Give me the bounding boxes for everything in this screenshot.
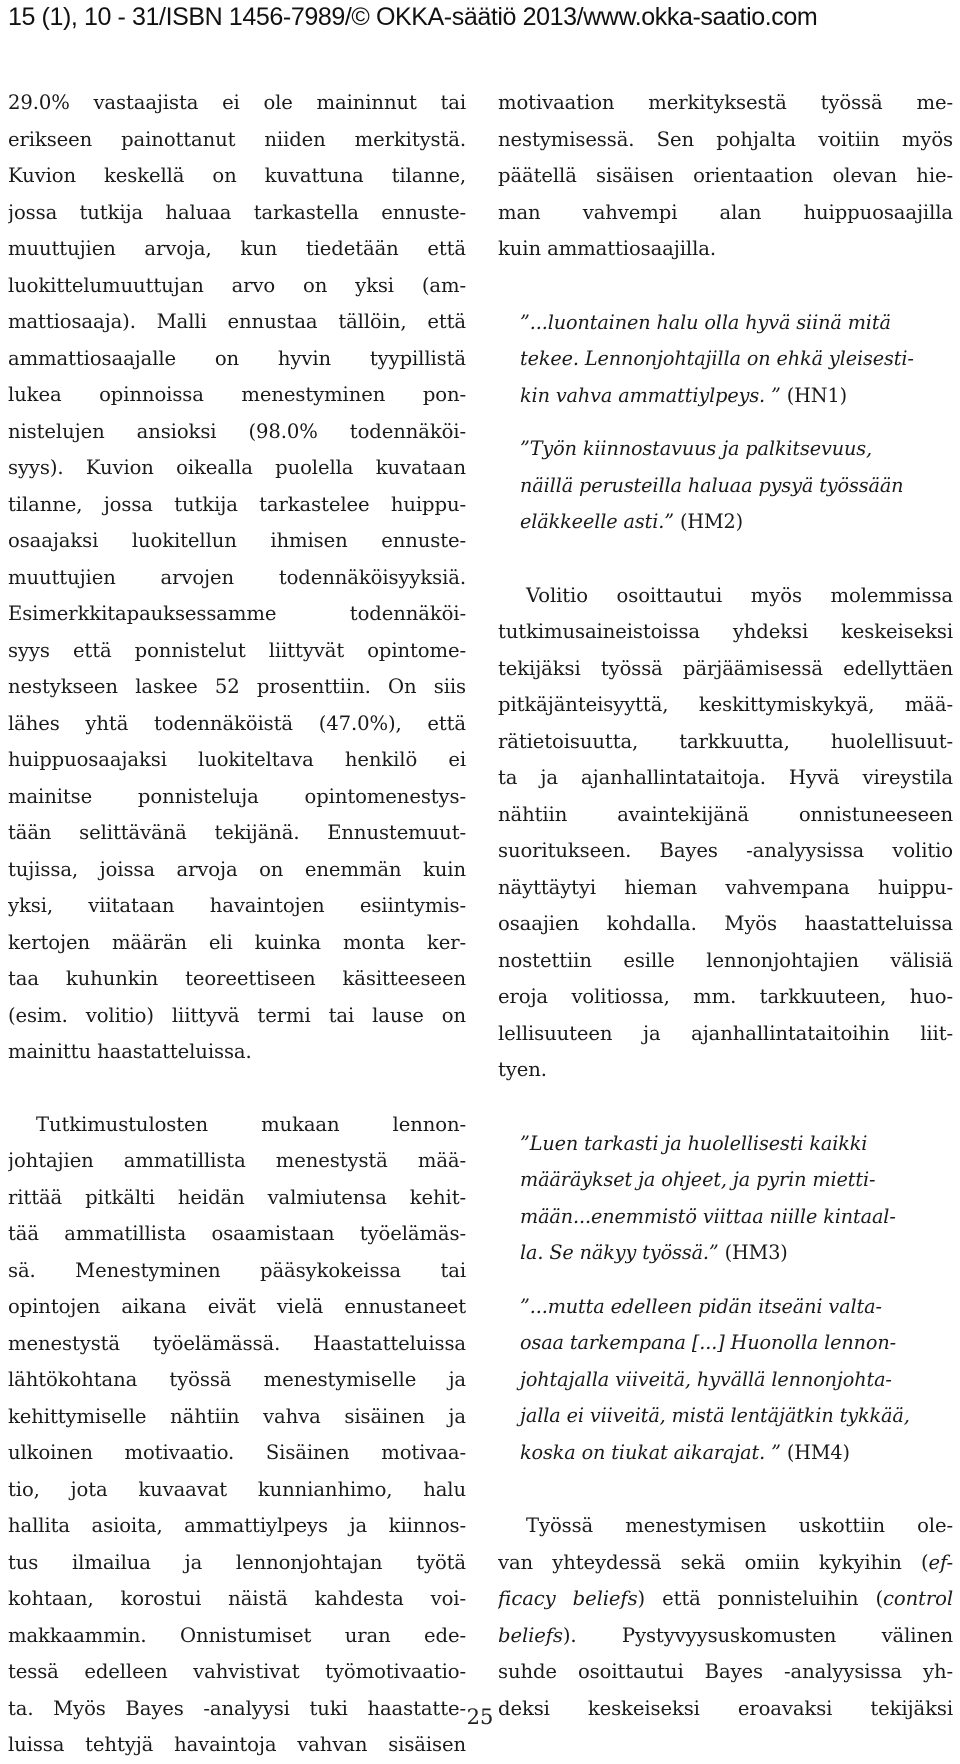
body-paragraph: [498, 578, 953, 1089]
text-line: ta ja ajanhallintataitoja. Hyvä vireystila: [498, 766, 953, 789]
body-paragraph: [498, 85, 953, 268]
text-line: nistelujen ansioksi (98.0% todennäköi-: [8, 419, 466, 443]
text-line: deksi keskeiseksi eroavaksi tekijäksi: [498, 1696, 953, 1720]
text-line: mainittu haastatteluissa.: [8, 1040, 252, 1063]
quote-line: osaa tarkempana [...] Huonolla lennon-: [520, 1331, 897, 1354]
quote-line: näillä perusteilla haluaa pysyä työssään: [520, 473, 904, 497]
text-line: mattiosaaja). Malli ennustaa tällöin, että: [8, 310, 466, 333]
paragraph-gap: [498, 414, 953, 431]
text-line: tään selittävänä tekijänä. Ennustemuut-: [8, 821, 466, 844]
text-line: muuttujien arvojen todennäköisyyksiä.: [8, 565, 466, 589]
text-line: man vahvempi alan huippuosaajilla: [498, 200, 953, 224]
text-line: Kuvion keskellä on kuvattuna tilanne,: [8, 164, 466, 187]
interview-quote-hn1: [498, 305, 953, 415]
text-line: tyen.: [498, 1058, 547, 1081]
body-paragraph: [8, 85, 466, 1071]
text-line: makkaammin. Onnistumiset uran ede-: [8, 1623, 466, 1647]
text-line: sä. Menestyminen pääsykokeissa tai: [8, 1258, 466, 1282]
text-line: tää ammatillista osaamistaan työelämäs-: [8, 1222, 466, 1245]
text-line: lähtökohtana työssä menestymiselle ja: [8, 1368, 466, 1391]
page-number: 25: [466, 1705, 494, 1729]
text-line: ta. Myös Bayes -analyysi tuki haastatte-: [8, 1696, 466, 1720]
text-line: nostettiin esille lennonjohtajien välisiä: [498, 948, 953, 972]
text-line: nähtiin avaintekijänä onnistuneeseen: [498, 802, 953, 826]
text-line: ammattiosaajalle on hyvin tyypillistä: [8, 346, 466, 370]
text-line: osaajaksi luokitellun ihmisen ennuste-: [8, 529, 466, 552]
text-line: Volitio osoittautui myös molemmissa: [526, 583, 953, 607]
text-line: tutkimusaineistoissa yhdeksi keskeiseksi: [498, 620, 953, 643]
interviewee-code: (HM3): [718, 1241, 788, 1264]
text-line: luokittelumuuttujan arvo on yksi (am-: [8, 273, 466, 297]
text-line: ulkoinen motivaatio. Sisäinen motivaa-: [8, 1441, 466, 1464]
quote-line: ”...mutta edelleen pidän itseäni valta-: [520, 1294, 882, 1318]
quote-text: koska on tiukat aikarajat. ”: [520, 1440, 781, 1464]
text-line: mainitse ponnisteluja opintomenestys-: [8, 784, 466, 808]
text-line: luissa tehtyjä havaintoja vahvan sisäisen: [8, 1733, 466, 1756]
text-line: rätietoisuutta, tarkkuutta, huolellisuut-: [498, 729, 953, 753]
quote-line: [498, 378, 953, 415]
interview-quote-hm2: [498, 431, 953, 541]
paragraph-gap: [498, 1089, 953, 1126]
text-line: nestymisessä. Sen pohjalta voitiin myös: [498, 127, 953, 151]
italic-term: ficacy beliefs: [498, 1587, 638, 1610]
text-run: ). Pystyvyysuskomusten välinen: [562, 1623, 953, 1647]
text-line: kertojen määrän eli kuinka monta ker-: [8, 930, 466, 954]
text-line: [498, 1545, 953, 1582]
text-line: 29.0% vastaajista ei ole maininnut tai: [8, 91, 466, 114]
interviewee-code: (HM2): [673, 510, 744, 533]
text-run: van yhteydessä sekä omiin kykyihin (: [498, 1550, 929, 1574]
text-line: lukea opinnoissa menestyminen pon-: [8, 383, 466, 406]
interview-quote-hm3: [498, 1126, 953, 1272]
quote-line: [498, 1435, 953, 1472]
quote-line: johtajalla viiveitä, hyvällä lennonjohta-: [520, 1367, 892, 1391]
text-line: taa kuhunkin teoreettiseen käsitteeseen: [8, 967, 466, 990]
text-line: rittää pitkälti heidän valmiutensa kehit-: [8, 1185, 466, 1209]
text-line: kehittymiselle nähtiin vahva sisäinen ja: [8, 1404, 466, 1428]
text-run: ) että ponnisteluihin (: [637, 1587, 883, 1610]
quote-line: määräykset ja ohjeet, ja pyrin mietti-: [520, 1168, 876, 1191]
text-line: osaajien kohdalla. Myös haastatteluissa: [498, 912, 953, 935]
text-line: Tutkimustulosten mukaan lennon-: [36, 1112, 466, 1136]
quote-line: tekee. Lennonjohtajilla on ehkä yleisesti-: [520, 347, 914, 370]
text-line: opintojen aikana eivät vielä ennustaneet: [8, 1295, 466, 1318]
text-line: näyttäytyi hieman vahvempana huippu-: [498, 875, 953, 899]
text-line: huippuosaajaksi luokiteltava henkilö ei: [8, 748, 466, 771]
text-line: kohtaan, korostui näistä kahdesta voi-: [8, 1587, 466, 1610]
text-line: tessä edelleen vahvistivat työmotivaatio-: [8, 1660, 466, 1683]
interviewee-code: (HM4): [780, 1440, 850, 1464]
quote-line: mään...enemmistö viittaa niille kintaal-: [520, 1204, 896, 1228]
text-line: pitkäjänteisyyttä, keskittymiskykyä, mää-: [498, 693, 953, 716]
text-line: [498, 1618, 953, 1655]
text-line: [498, 1581, 953, 1618]
text-line: päätellä sisäisen orientaation olevan hie-: [498, 164, 953, 187]
text-line: hallita asioita, ammattiylpeys ja kiinnos-: [8, 1514, 466, 1537]
interview-quote-hm4: [498, 1289, 953, 1472]
text-line: suhde osoittautui Bayes -analyysissa yh-: [498, 1660, 953, 1683]
text-line: tus ilmailua ja lennonjohtajan työtä: [8, 1550, 466, 1574]
quote-text: kin vahva ammattiylpeys. ”: [520, 383, 781, 407]
text-line: nestykseen laskee 52 prosenttiin. On siis: [8, 675, 466, 698]
text-line: (esim. volitio) liittyvä termi tai lause on: [8, 1003, 466, 1027]
italic-term: ef-: [928, 1550, 953, 1574]
quote-line: ”...luontainen halu olla hyvä siinä mitä: [520, 310, 891, 334]
text-line: syys). Kuvion oikealla puolella kuvataan: [8, 456, 466, 479]
text-line: tujissa, joissa arvoja on enemmän kuin: [8, 857, 466, 881]
text-line: tio, jota kuvaavat kunnianhimo, halu: [8, 1477, 466, 1501]
text-line: motivaation merkityksestä työssä me-: [498, 91, 953, 114]
text-line: kuin ammattiosaajilla.: [498, 237, 716, 260]
text-line: Esimerkkitapauksessamme todennäköi-: [8, 602, 466, 625]
text-line: syys että ponnistelut liittyvät opintome-: [8, 638, 466, 662]
body-paragraph: [498, 1508, 953, 1727]
quote-line: [498, 1235, 953, 1272]
interviewee-code: (HN1): [780, 383, 847, 407]
paragraph-gap: [498, 541, 953, 578]
text-line: Työssä menestymisen uskottiin ole-: [526, 1514, 953, 1537]
paragraph-gap: [8, 1071, 466, 1107]
quote-line: jalla ei viiveitä, mistä lentäjätkin tykkää,: [520, 1404, 910, 1427]
quote-line: ”Luen tarkasti ja huolellisesti kaikki: [520, 1131, 868, 1155]
text-line: tekijäksi työssä pärjäämisessä edellyttäen: [498, 656, 953, 680]
text-line: lellisuuteen ja ajanhallintataitoihin liit-: [498, 1021, 953, 1045]
body-paragraph: [8, 1107, 466, 1764]
right-column: [498, 85, 953, 1727]
text-line: tilanne, jossa tutkija tarkastelee huippu-: [8, 492, 466, 516]
quote-text: la. Se näkyy työssä.”: [520, 1241, 719, 1264]
paragraph-gap: [498, 1272, 953, 1289]
text-line: muuttujien arvoja, kun tiedetään että: [8, 237, 466, 260]
text-line: suoritukseen. Bayes -analyysissa volitio: [498, 839, 953, 862]
italic-term: control: [883, 1587, 953, 1610]
text-line: erikseen painottanut niiden merkitystä.: [8, 127, 466, 151]
quote-line: [498, 504, 953, 541]
quote-text: eläkkeelle asti.”: [520, 510, 674, 533]
text-line: johtajien ammatillista menestystä mää-: [8, 1149, 466, 1172]
text-line: jossa tutkija haluaa tarkastella ennuste-: [8, 200, 466, 224]
paragraph-gap: [498, 1471, 953, 1508]
paragraph-gap: [498, 268, 953, 305]
text-line: eroja volitiossa, mm. tarkkuuteen, huo-: [498, 985, 953, 1008]
italic-term: beliefs: [498, 1623, 563, 1647]
running-header: 15 (1), 10 - 31/ISBN 1456-7989/© OKKA-säätiö 2013/www.okka-saatio.com: [8, 3, 818, 31]
text-line: lähes yhtä todennäköistä (47.0%), että: [8, 711, 466, 735]
left-column: [8, 85, 466, 1764]
text-line: menestystä työelämässä. Haastatteluissa: [8, 1331, 466, 1355]
text-line: yksi, viitataan havaintojen esiintymis-: [8, 894, 466, 917]
quote-line: ”Työn kiinnostavuus ja palkitsevuus,: [520, 437, 873, 460]
